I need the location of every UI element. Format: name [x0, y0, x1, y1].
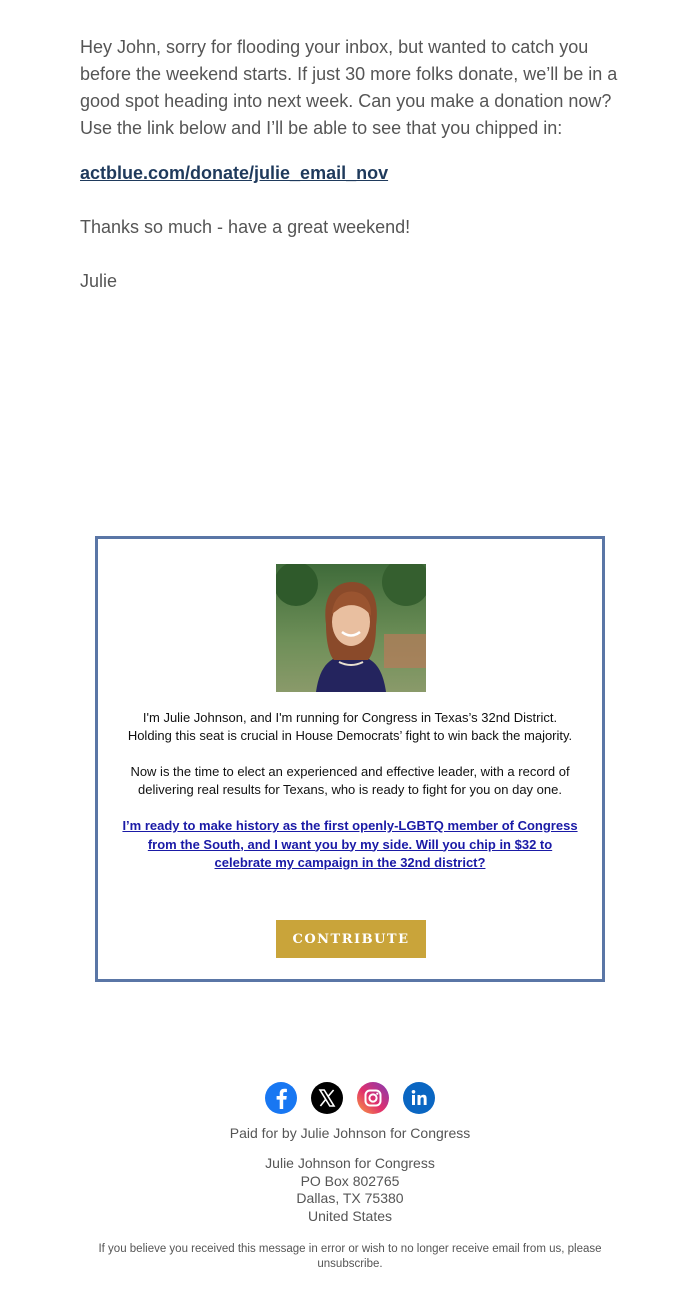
signature: Julie: [80, 271, 118, 291]
candidate-card: [95, 536, 605, 982]
facebook-icon[interactable]: [265, 1082, 297, 1114]
social-links: [0, 1082, 700, 1116]
address-line-3: Dallas, TX 75380: [296, 1190, 404, 1206]
email-body: [80, 34, 625, 295]
disclaimer-text: If you believe you received this message in error or wish to no longer receive email from us, please: [98, 1243, 602, 1255]
disclaimer: [80, 1242, 620, 1272]
address-line-4: United States: [307, 1207, 393, 1224]
address-line-2: PO Box 802765: [300, 1172, 400, 1189]
card-cta-link[interactable]: I’m ready to make history as the first openly-LGBTQ member of Congress from the South, and I want you by my side. Will you chip in $32 to celebrate my campaign in the 32nd district?: [122, 818, 578, 870]
paid-for-notice: Paid for by Julie Johnson for Congress: [229, 1125, 471, 1141]
card-paragraph-2: Now is the time to elect an experienced and effective leader, with a record of delivering real results for Texans, who is ready to fight for you on day one.: [130, 764, 570, 797]
linkedin-icon[interactable]: [403, 1082, 435, 1114]
mailing-address: [0, 1155, 700, 1225]
thanks-paragraph: Thanks so much - have a great weekend!: [80, 217, 411, 237]
candidate-photo: [276, 564, 426, 692]
address-line-1: Julie Johnson for Congress: [265, 1155, 435, 1171]
x-icon[interactable]: [311, 1082, 343, 1114]
unsubscribe-link[interactable]: unsubscribe.: [317, 1258, 383, 1270]
intro-paragraph: Hey John, sorry for flooding your inbox, but wanted to catch you before the weekend starts. If just 30 more folks donate, we’ll be in a good spot heading into next week. Can you make a donation now? Use the link below and I’ll be able to see that you chipped in:: [80, 37, 618, 138]
card-paragraph-1: I'm Julie Johnson, and I'm running for Congress in Texas’s 32nd District. Holding this seat is crucial in House Democrats’ fight to win back the majority.: [127, 710, 573, 743]
contribute-button[interactable]: CONTRIBUTE: [276, 920, 426, 958]
donate-link[interactable]: actblue.com/donate/julie_email_nov: [80, 163, 389, 183]
card-text: [120, 709, 580, 891]
instagram-icon[interactable]: [357, 1082, 389, 1114]
